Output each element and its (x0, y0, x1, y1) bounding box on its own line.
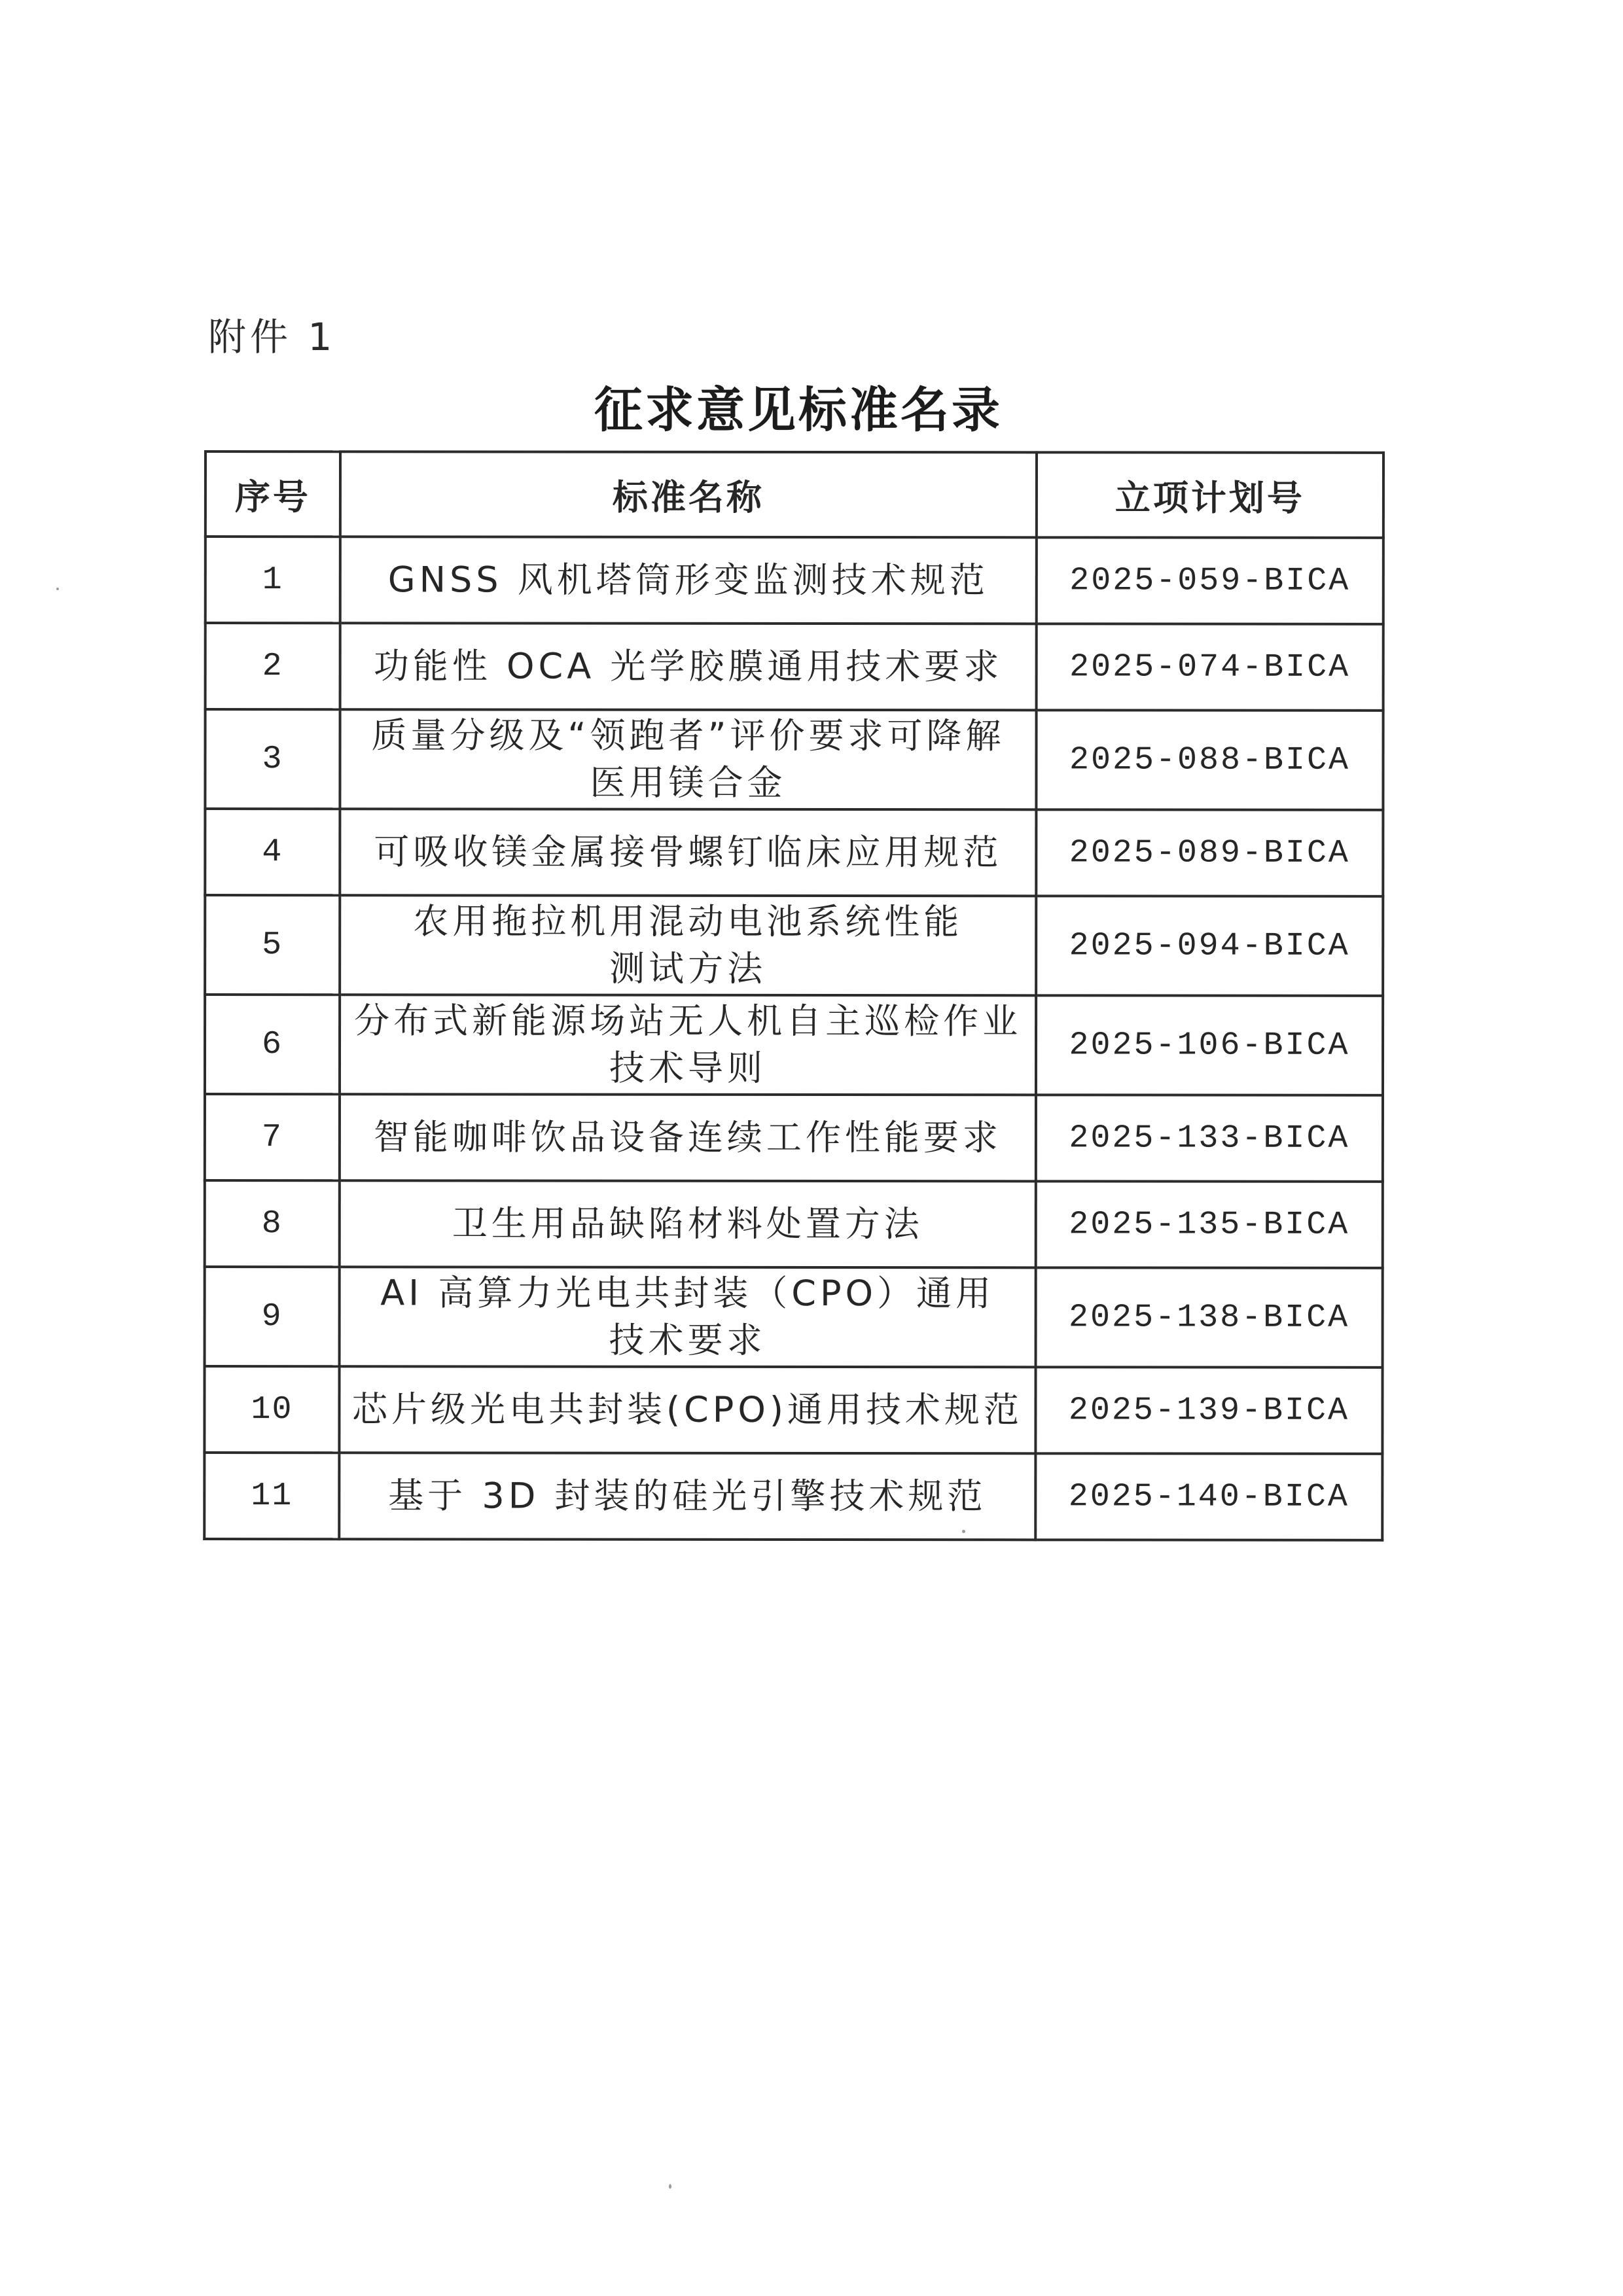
standard-name (340, 1094, 1036, 1181)
standard-name-line: 芯片级光电共封装(CPO)通用技术规范 (351, 1388, 1023, 1431)
plan-number: 2025-059-BICA (1037, 537, 1383, 624)
table-row (205, 1180, 1383, 1268)
row-index: 1 (205, 537, 340, 623)
standard-name-line: 卫生用品缺陷材料处置方法 (452, 1203, 923, 1245)
standard-name (339, 1366, 1035, 1453)
plan-number: 2025-088-BICA (1036, 710, 1383, 810)
standard-name-line: 质量分级及“领跑者”评价要求可降解 (371, 715, 1005, 757)
standard-name (339, 1453, 1035, 1540)
standard-name-line: 分布式新能源场站无人机自主巡检作业 (354, 1000, 1022, 1042)
plan-number: 2025-106-BICA (1036, 995, 1383, 1095)
document-title: 征求意见标准名录 (594, 382, 1003, 438)
row-index: 7 (205, 1094, 340, 1180)
scan-speck (56, 588, 59, 590)
table-row (205, 895, 1383, 996)
plan-number: 2025-140-BICA (1035, 1453, 1382, 1540)
scan-speck (962, 1530, 965, 1533)
standard-name (340, 995, 1036, 1095)
row-index: 6 (205, 995, 340, 1094)
plan-number: 2025-138-BICA (1036, 1267, 1383, 1368)
standard-name-line: 农用拖拉机用混动电池系统性能 (413, 900, 963, 943)
plan-number: 2025-094-BICA (1036, 896, 1383, 996)
row-index: 4 (205, 809, 340, 895)
table-row (205, 623, 1383, 711)
scan-speck (669, 2184, 671, 2189)
standard-name (340, 1180, 1036, 1267)
standards-table (203, 450, 1385, 1542)
standard-name (340, 709, 1036, 809)
row-index: 9 (205, 1267, 340, 1366)
table-row (205, 1094, 1383, 1182)
standard-name-line: 基于 3D 封装的硅光引擎技术规范 (388, 1475, 987, 1517)
standard-name (340, 809, 1036, 896)
table-row (205, 537, 1383, 624)
standard-name (340, 1267, 1036, 1367)
column-header-name: 标准名称 (340, 451, 1037, 537)
plan-number: 2025-135-BICA (1036, 1181, 1383, 1268)
table-row (204, 1453, 1382, 1540)
row-index: 8 (205, 1180, 340, 1267)
standard-name-line: 技术导则 (609, 1047, 767, 1089)
table-row (204, 1366, 1382, 1454)
plan-number: 2025-074-BICA (1037, 624, 1383, 711)
standard-name (340, 895, 1036, 995)
standard-name-line: 可吸收镁金属接骨螺钉临床应用规范 (374, 831, 1003, 874)
standard-name-line: 智能咖啡饮品设备连续工作性能要求 (373, 1116, 1002, 1159)
standard-name-line: GNSS 风机塔筒形变监测技术规范 (387, 559, 989, 601)
table-row (205, 1267, 1383, 1368)
attachment-label: 附件 1 (208, 315, 336, 359)
table-row (205, 995, 1383, 1095)
row-index: 10 (204, 1366, 339, 1453)
plan-number: 2025-089-BICA (1036, 809, 1383, 896)
standard-name-line: 功能性 OCA 光学胶膜通用技术要求 (373, 645, 1003, 688)
row-index: 3 (205, 709, 340, 809)
plan-number: 2025-139-BICA (1035, 1367, 1382, 1454)
standard-name-line: AI 高算力光电共封装（CPO）通用 (380, 1272, 995, 1315)
row-index: 5 (205, 895, 340, 995)
column-header-plan-number: 立项计划号 (1037, 452, 1383, 538)
standard-name (340, 537, 1037, 624)
row-index: 2 (205, 623, 340, 709)
standard-name-line: 医用镁合金 (590, 762, 787, 804)
standard-name-line: 技术要求 (609, 1319, 766, 1361)
table-row (205, 809, 1383, 896)
standard-name-line: 测试方法 (609, 947, 767, 989)
plan-number: 2025-133-BICA (1036, 1095, 1383, 1182)
column-header-index: 序号 (205, 451, 340, 537)
standard-name (340, 623, 1037, 710)
table-row (205, 709, 1383, 810)
table-header-row (205, 451, 1383, 538)
row-index: 11 (204, 1453, 339, 1539)
